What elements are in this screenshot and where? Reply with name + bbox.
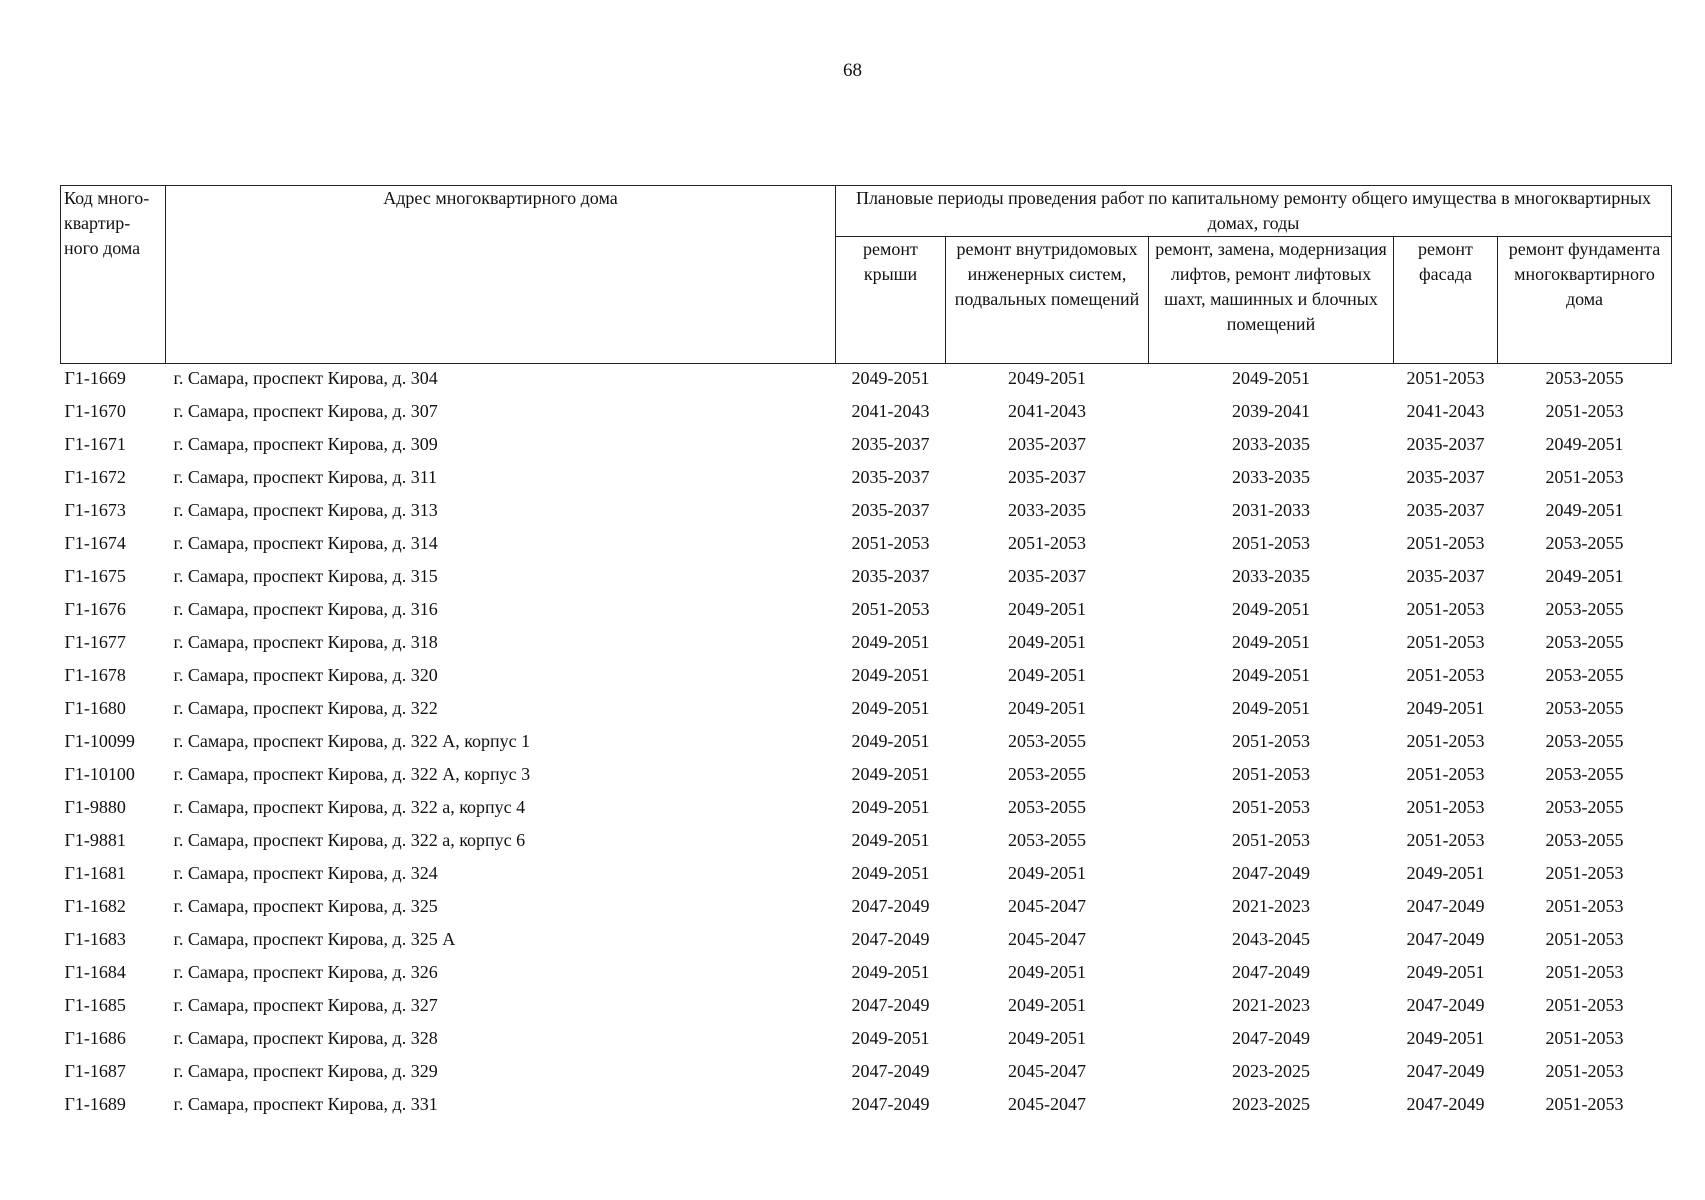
foundation-period: 2051-2053 [1545,962,1624,982]
roof-period: 2049-2051 [851,368,930,388]
header-lift-repair: ремонт, замена, модернизация лифтов, ремонт лифтовых шахт, машинных и блочных помещений [1149,237,1394,364]
table-row [61,432,1672,465]
header-engineering-repair: ремонт внутридомовых инженерных систем, подвальных помещений [946,237,1149,364]
lift-period: 2051-2053 [1232,533,1310,553]
table-row [61,762,1672,795]
foundation-period: 2053-2055 [1545,797,1624,817]
foundation-period: 2051-2053 [1545,467,1624,487]
lift-period: 2051-2053 [1232,731,1310,751]
table-row [61,861,1672,894]
engineering-period: 2049-2051 [1008,1028,1086,1048]
address: г. Самара, проспект Кирова, д. 322 а, корпус 6 [173,830,526,850]
facade-period: 2035-2037 [1406,566,1485,586]
table-row [61,1092,1672,1125]
address: г. Самара, проспект Кирова, д. 325 А [173,929,456,949]
engineering-period: 2049-2051 [1008,665,1086,685]
facade-period: 2051-2053 [1406,665,1485,685]
house-code: Г1-1669 [64,368,126,388]
foundation-period: 2051-2053 [1545,401,1624,421]
house-code: Г1-1671 [64,434,126,454]
address: г. Самара, проспект Кирова, д. 320 [173,665,438,685]
engineering-period: 2049-2051 [1008,632,1086,652]
engineering-period: 2049-2051 [1008,995,1086,1015]
facade-period: 2051-2053 [1406,599,1485,619]
lift-period: 2023-2025 [1232,1094,1310,1114]
facade-period: 2041-2043 [1406,401,1485,421]
roof-period: 2047-2049 [851,1094,930,1114]
facade-period: 2049-2051 [1406,698,1485,718]
lift-period: 2049-2051 [1232,368,1310,388]
header-house-code: Код много-квартир-ного дома [61,186,166,364]
table-row [61,630,1672,663]
engineering-period: 2035-2037 [1008,566,1086,586]
foundation-period: 2049-2051 [1545,566,1624,586]
house-code: Г1-1686 [64,1028,126,1048]
roof-period: 2047-2049 [851,896,930,916]
lift-period: 2051-2053 [1232,764,1310,784]
engineering-period: 2049-2051 [1008,368,1086,388]
roof-period: 2051-2053 [851,533,930,553]
header-roof-repair: ремонт крыши [836,237,946,364]
address: г. Самара, проспект Кирова, д. 328 [173,1028,438,1048]
header-facade-repair: ремонт фасада [1394,237,1498,364]
house-code: Г1-9880 [64,797,126,817]
facade-period: 2049-2051 [1406,863,1485,883]
roof-period: 2047-2049 [851,929,930,949]
lift-period: 2049-2051 [1232,665,1310,685]
house-code: Г1-1678 [64,665,126,685]
foundation-period: 2051-2053 [1545,1061,1624,1081]
engineering-period: 2053-2055 [1008,731,1086,751]
table-row [61,894,1672,927]
roof-period: 2049-2051 [851,698,930,718]
foundation-period: 2053-2055 [1545,368,1624,388]
facade-period: 2047-2049 [1406,1094,1485,1114]
lift-period: 2051-2053 [1232,830,1310,850]
foundation-period: 2053-2055 [1545,665,1624,685]
facade-period: 2047-2049 [1406,995,1485,1015]
lift-period: 2033-2035 [1232,467,1310,487]
house-code: Г1-1682 [64,896,126,916]
foundation-period: 2053-2055 [1545,698,1624,718]
lift-period: 2021-2023 [1232,896,1310,916]
foundation-period: 2049-2051 [1545,500,1624,520]
lift-period: 2047-2049 [1232,962,1310,982]
roof-period: 2049-2051 [851,764,930,784]
header-planned-periods: Плановые периоды проведения работ по капитальному ремонту общего имущества в многоквартирных домах, годы [836,186,1672,237]
engineering-period: 2051-2053 [1008,533,1086,553]
foundation-period: 2051-2053 [1545,1094,1624,1114]
table-row [61,927,1672,960]
address: г. Самара, проспект Кирова, д. 331 [173,1094,438,1114]
header-foundation-repair: ремонт фундамента многоквартирного дома [1498,237,1672,364]
table-row [61,399,1672,432]
roof-period: 2035-2037 [851,500,930,520]
address: г. Самара, проспект Кирова, д. 314 [173,533,438,553]
facade-period: 2051-2053 [1406,764,1485,784]
engineering-period: 2045-2047 [1008,929,1086,949]
house-code: Г1-1689 [64,1094,126,1114]
roof-period: 2047-2049 [851,995,930,1015]
lift-period: 2031-2033 [1232,500,1310,520]
table-row [61,1059,1672,1092]
lift-period: 2047-2049 [1232,1028,1310,1048]
roof-period: 2049-2051 [851,863,930,883]
table-row [61,828,1672,861]
engineering-period: 2049-2051 [1008,698,1086,718]
table-row [61,364,1672,400]
address: г. Самара, проспект Кирова, д. 316 [173,599,438,619]
facade-period: 2051-2053 [1406,830,1485,850]
facade-period: 2051-2053 [1406,797,1485,817]
engineering-period: 2045-2047 [1008,1061,1086,1081]
lift-period: 2047-2049 [1232,863,1310,883]
facade-period: 2051-2053 [1406,731,1485,751]
facade-period: 2049-2051 [1406,1028,1485,1048]
engineering-period: 2041-2043 [1008,401,1086,421]
lift-period: 2049-2051 [1232,632,1310,652]
table-row [61,993,1672,1026]
roof-period: 2049-2051 [851,830,930,850]
house-code: Г1-10100 [64,764,135,784]
foundation-period: 2053-2055 [1545,599,1624,619]
header-address: Адрес многоквартирного дома [166,186,836,364]
address: г. Самара, проспект Кирова, д. 325 [173,896,438,916]
address: г. Самара, проспект Кирова, д. 322 а, корпус 4 [173,797,526,817]
roof-period: 2049-2051 [851,1028,930,1048]
engineering-period: 2053-2055 [1008,830,1086,850]
roof-period: 2035-2037 [851,434,930,454]
lift-period: 2049-2051 [1232,599,1310,619]
house-code: Г1-1674 [64,533,126,553]
lift-period: 2023-2025 [1232,1061,1310,1081]
table-row [61,795,1672,828]
house-code: Г1-1684 [64,962,126,982]
facade-period: 2051-2053 [1406,368,1485,388]
address: г. Самара, проспект Кирова, д. 324 [173,863,438,883]
page-number: 68 [843,60,862,81]
engineering-period: 2049-2051 [1008,863,1086,883]
address: г. Самара, проспект Кирова, д. 311 [173,467,438,487]
roof-period: 2049-2051 [851,665,930,685]
foundation-period: 2051-2053 [1545,995,1624,1015]
lift-period: 2051-2053 [1232,797,1310,817]
lift-period: 2043-2045 [1232,929,1310,949]
house-code: Г1-1681 [64,863,126,883]
engineering-period: 2035-2037 [1008,467,1086,487]
table-row [61,498,1672,531]
facade-period: 2047-2049 [1406,1061,1485,1081]
address: г. Самара, проспект Кирова, д. 318 [173,632,438,652]
roof-period: 2035-2037 [851,467,930,487]
facade-period: 2047-2049 [1406,929,1485,949]
lift-period: 2021-2023 [1232,995,1310,1015]
roof-period: 2047-2049 [851,1061,930,1081]
table-row [61,597,1672,630]
lift-period: 2033-2035 [1232,434,1310,454]
house-code: Г1-1676 [64,599,126,619]
engineering-period: 2045-2047 [1008,1094,1086,1114]
lift-period: 2033-2035 [1232,566,1310,586]
roof-period: 2049-2051 [851,797,930,817]
header-row-top [61,186,1672,237]
engineering-period: 2035-2037 [1008,434,1086,454]
facade-period: 2047-2049 [1406,896,1485,916]
table-row [61,729,1672,762]
table-row [61,663,1672,696]
table-row [61,1026,1672,1059]
engineering-period: 2053-2055 [1008,764,1086,784]
house-code: Г1-1670 [64,401,126,421]
engineering-period: 2053-2055 [1008,797,1086,817]
address: г. Самара, проспект Кирова, д. 322 А, корпус 3 [173,764,531,784]
address: г. Самара, проспект Кирова, д. 329 [173,1061,438,1081]
foundation-period: 2053-2055 [1545,632,1624,652]
engineering-period: 2045-2047 [1008,896,1086,916]
engineering-period: 2049-2051 [1008,599,1086,619]
roof-period: 2035-2037 [851,566,930,586]
table-row [61,564,1672,597]
roof-period: 2049-2051 [851,731,930,751]
roof-period: 2041-2043 [851,401,930,421]
foundation-period: 2049-2051 [1545,434,1624,454]
facade-period: 2035-2037 [1406,434,1485,454]
facade-period: 2051-2053 [1406,632,1485,652]
house-code: Г1-1677 [64,632,126,652]
house-code: Г1-1680 [64,698,126,718]
house-code: Г1-1675 [64,566,126,586]
house-code: Г1-9881 [64,830,126,850]
foundation-period: 2051-2053 [1545,863,1624,883]
facade-period: 2035-2037 [1406,500,1485,520]
address: г. Самара, проспект Кирова, д. 304 [173,368,438,388]
table-header [61,186,1672,364]
engineering-period: 2033-2035 [1008,500,1086,520]
address: г. Самара, проспект Кирова, д. 307 [173,401,438,421]
address: г. Самара, проспект Кирова, д. 322 А, корпус 1 [173,731,531,751]
foundation-period: 2051-2053 [1545,929,1624,949]
foundation-period: 2053-2055 [1545,533,1624,553]
lift-period: 2039-2041 [1232,401,1310,421]
roof-period: 2049-2051 [851,962,930,982]
foundation-period: 2053-2055 [1545,830,1624,850]
house-code: Г1-1685 [64,995,126,1015]
lift-period: 2049-2051 [1232,698,1310,718]
facade-period: 2051-2053 [1406,533,1485,553]
foundation-period: 2053-2055 [1545,764,1624,784]
foundation-period: 2051-2053 [1545,896,1624,916]
table-row [61,531,1672,564]
table-row [61,465,1672,498]
engineering-period: 2049-2051 [1008,962,1086,982]
house-code: Г1-1683 [64,929,126,949]
address: г. Самара, проспект Кирова, д. 309 [173,434,438,454]
table-row [61,960,1672,993]
address: г. Самара, проспект Кирова, д. 322 [173,698,438,718]
address: г. Самара, проспект Кирова, д. 327 [173,995,438,1015]
roof-period: 2051-2053 [851,599,930,619]
house-code: Г1-1687 [64,1061,126,1081]
address: г. Самара, проспект Кирова, д. 326 [173,962,438,982]
house-code: Г1-1673 [64,500,126,520]
roof-period: 2049-2051 [851,632,930,652]
address: г. Самара, проспект Кирова, д. 313 [173,500,438,520]
foundation-period: 2053-2055 [1545,731,1624,751]
foundation-period: 2051-2053 [1545,1028,1624,1048]
facade-period: 2035-2037 [1406,467,1485,487]
table-body [61,364,1672,1126]
facade-period: 2049-2051 [1406,962,1485,982]
address: г. Самара, проспект Кирова, д. 315 [173,566,438,586]
capital-repair-schedule-table [60,185,1672,1125]
table-row [61,696,1672,729]
house-code: Г1-10099 [64,731,135,751]
house-code: Г1-1672 [64,467,126,487]
